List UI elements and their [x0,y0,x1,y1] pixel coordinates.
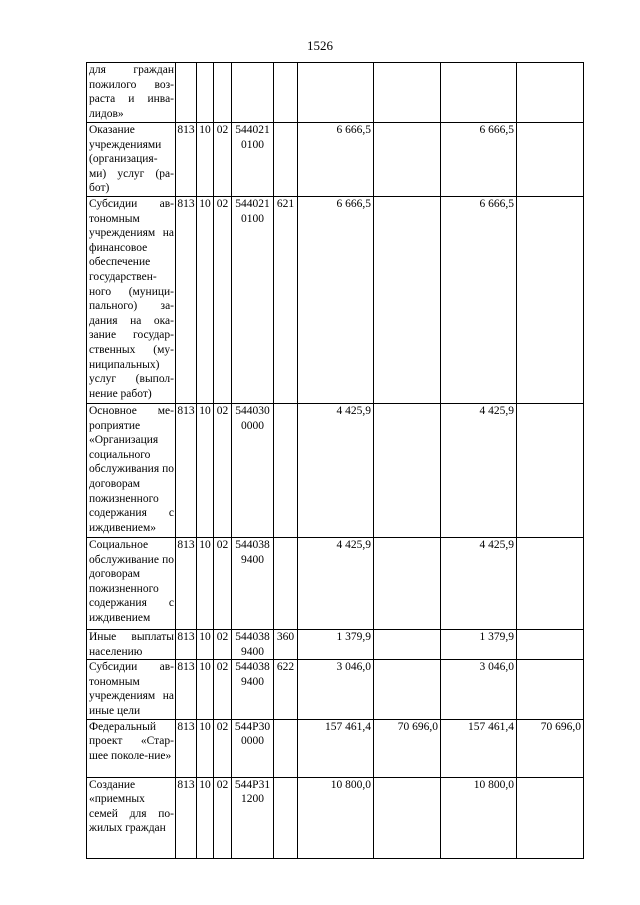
ministry-code [176,63,197,123]
row-name: Субсидии ав-тономным учреждениям на иные цели [87,660,176,719]
target-article: 544021 0100 [232,197,274,404]
section-code: 10 [197,197,214,404]
amount-federal-1 [374,123,441,197]
amount-total-1 [298,63,374,123]
amount-total-1: 6 666,5 [298,197,374,404]
amount-total-1: 3 046,0 [298,660,374,719]
table-body [87,63,584,859]
section-code: 10 [197,777,214,858]
target-article: 544021 0100 [232,123,274,197]
table-row [87,404,584,538]
expense-kind [274,63,298,123]
ministry-code: 813 [176,630,197,660]
amount-federal-1 [374,197,441,404]
ministry-code: 813 [176,404,197,538]
section-code [197,63,214,123]
target-article [232,63,274,123]
target-article: 544P30 0000 [232,719,274,777]
expense-kind [274,719,298,777]
expense-kind: 622 [274,660,298,719]
target-article: 544030 0000 [232,404,274,538]
amount-federal-1 [374,404,441,538]
expense-kind [274,404,298,538]
amount-federal-2 [517,660,584,719]
amount-total-2: 157 461,4 [441,719,517,777]
amount-federal-1 [374,538,441,630]
amount-total-1: 157 461,4 [298,719,374,777]
amount-federal-1 [374,630,441,660]
amount-total-1: 10 800,0 [298,777,374,858]
amount-federal-2: 70 696,0 [517,719,584,777]
subsection-code: 02 [214,404,232,538]
page-number: 1526 [307,38,333,53]
ministry-code: 813 [176,197,197,404]
subsection-code: 02 [214,197,232,404]
row-name: Оказание учреждениями (организация-ми) услуг (ра-бот) [87,123,176,197]
expense-kind [274,123,298,197]
section-code: 10 [197,123,214,197]
budget-table [86,62,584,859]
expense-kind [274,538,298,630]
amount-federal-1 [374,777,441,858]
amount-federal-2 [517,404,584,538]
amount-federal-2 [517,197,584,404]
amount-total-1: 1 379,9 [298,630,374,660]
amount-federal-1 [374,660,441,719]
table-row [87,197,584,404]
table-row [87,660,584,719]
ministry-code: 813 [176,719,197,777]
row-name: Федеральный проект «Стар-шее поколе-ние» [87,719,176,777]
amount-federal-2 [517,63,584,123]
ministry-code: 813 [176,660,197,719]
subsection-code [214,63,232,123]
section-code: 10 [197,719,214,777]
ministry-code: 813 [176,777,197,858]
amount-total-1: 6 666,5 [298,123,374,197]
amount-total-2: 6 666,5 [441,123,517,197]
row-name: Основное ме-роприятие «Организация социального обслуживания по договорам пожизненного содержания с иждивением» [87,404,176,538]
row-name: Иные выплаты населению [87,630,176,660]
section-code: 10 [197,404,214,538]
amount-federal-1: 70 696,0 [374,719,441,777]
table-row [87,719,584,777]
amount-total-2: 6 666,5 [441,197,517,404]
target-article: 544038 9400 [232,538,274,630]
table-row [87,777,584,858]
subsection-code: 02 [214,660,232,719]
row-name: Субсидии ав-тономным учреждениям на финансовое обеспечение государствен-ного (муници-пального) за-дания на ока-зание государ-ственных (му-ниципальных) услуг (выпол-нение работ) [87,197,176,404]
amount-total-1: 4 425,9 [298,538,374,630]
subsection-code: 02 [214,630,232,660]
row-name: Создание «приемных семей для по-жилых граждан [87,777,176,858]
amount-federal-2 [517,777,584,858]
table-row [87,630,584,660]
amount-total-2: 3 046,0 [441,660,517,719]
row-name: Социальное обслуживание по договорам пожизненного содержания с иждивением [87,538,176,630]
amount-total-1: 4 425,9 [298,404,374,538]
expense-kind [274,777,298,858]
subsection-code: 02 [214,777,232,858]
amount-federal-2 [517,630,584,660]
section-code: 10 [197,538,214,630]
table-row [87,123,584,197]
ministry-code: 813 [176,538,197,630]
amount-federal-2 [517,123,584,197]
section-code: 10 [197,660,214,719]
subsection-code: 02 [214,719,232,777]
amount-total-2: 10 800,0 [441,777,517,858]
amount-total-2: 4 425,9 [441,404,517,538]
amount-total-2 [441,63,517,123]
row-name: для граждан пожилого воз-раста и инва-лидов» [87,63,176,123]
subsection-code: 02 [214,123,232,197]
amount-total-2: 4 425,9 [441,538,517,630]
amount-federal-1 [374,63,441,123]
table-row [87,63,584,123]
subsection-code: 02 [214,538,232,630]
amount-total-2: 1 379,9 [441,630,517,660]
amount-federal-2 [517,538,584,630]
expense-kind: 621 [274,197,298,404]
ministry-code: 813 [176,123,197,197]
target-article: 544P31 1200 [232,777,274,858]
expense-kind: 360 [274,630,298,660]
section-code: 10 [197,630,214,660]
target-article: 544038 9400 [232,630,274,660]
target-article: 544038 9400 [232,660,274,719]
table-row [87,538,584,630]
